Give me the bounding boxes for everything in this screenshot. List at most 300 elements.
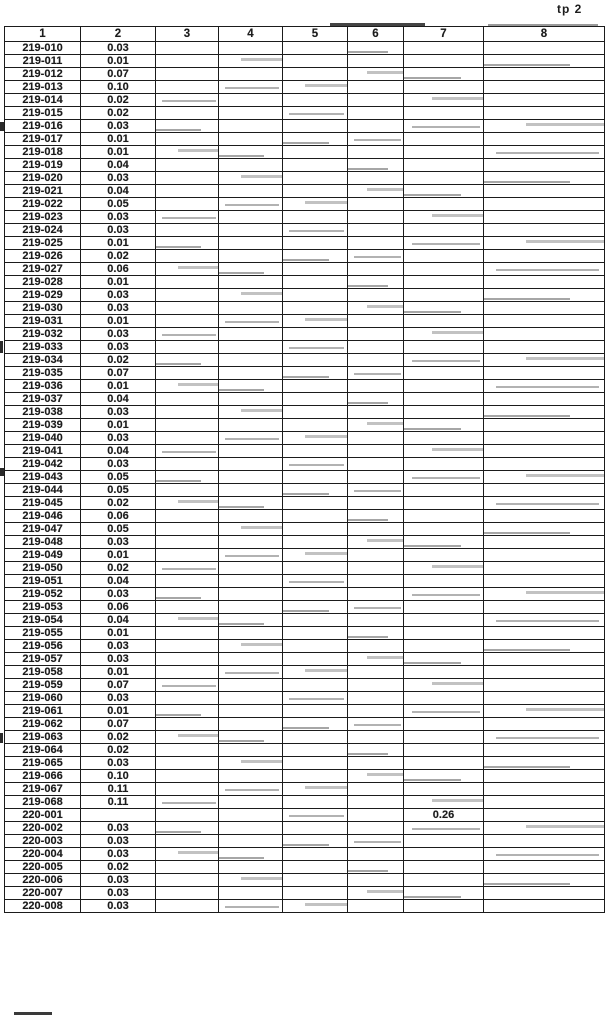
- value-cell: [283, 601, 348, 614]
- value-cell: [219, 328, 283, 341]
- value-cell: 0.11: [81, 783, 156, 796]
- value-cell: [404, 757, 484, 770]
- value-cell: [484, 224, 605, 237]
- value-cell: [283, 55, 348, 68]
- value-cell: [484, 679, 605, 692]
- value-cell: [484, 783, 605, 796]
- value-cell: [283, 666, 348, 679]
- value-cell: [219, 822, 283, 835]
- value-cell: 0.03: [81, 302, 156, 315]
- value-cell: [404, 432, 484, 445]
- table-row: [5, 341, 605, 354]
- sample-id-cell: 219-052: [5, 588, 81, 601]
- sample-id-cell: 219-036: [5, 380, 81, 393]
- value-cell: [404, 198, 484, 211]
- value-cell: [219, 393, 283, 406]
- value-cell: 0.11: [81, 796, 156, 809]
- value-cell: [404, 159, 484, 172]
- value-cell: [283, 107, 348, 120]
- value-cell: [156, 328, 219, 341]
- value-cell: [404, 302, 484, 315]
- value-cell: [348, 341, 404, 354]
- value-cell: [156, 562, 219, 575]
- value-cell: [219, 302, 283, 315]
- table-row: [5, 315, 605, 328]
- value-cell: [348, 549, 404, 562]
- value-cell: [219, 640, 283, 653]
- value-cell: [219, 757, 283, 770]
- value-cell: 0.04: [81, 159, 156, 172]
- sample-id-cell: 219-061: [5, 705, 81, 718]
- column-header: 8: [484, 27, 605, 42]
- value-cell: [156, 211, 219, 224]
- value-cell: [404, 380, 484, 393]
- value-cell: [348, 679, 404, 692]
- value-cell: [156, 315, 219, 328]
- value-cell: [404, 861, 484, 874]
- value-cell: [484, 614, 605, 627]
- sample-id-cell: 219-016: [5, 120, 81, 133]
- value-cell: [404, 770, 484, 783]
- table-row: [5, 250, 605, 263]
- value-cell: 0.03: [81, 224, 156, 237]
- value-cell: [348, 302, 404, 315]
- value-cell: [283, 861, 348, 874]
- value-cell: [484, 848, 605, 861]
- value-cell: [156, 406, 219, 419]
- value-cell: [404, 484, 484, 497]
- table-row: [5, 900, 605, 913]
- value-cell: 0.03: [81, 42, 156, 55]
- table-row: [5, 185, 605, 198]
- value-cell: [219, 627, 283, 640]
- value-cell: [156, 809, 219, 822]
- value-cell: [283, 874, 348, 887]
- value-cell: [484, 861, 605, 874]
- value-cell: [484, 627, 605, 640]
- value-cell: [156, 289, 219, 302]
- scan-artifact: [488, 24, 598, 26]
- value-cell: [348, 133, 404, 146]
- column-header: 2: [81, 27, 156, 42]
- value-cell: [156, 575, 219, 588]
- sample-id-cell: 219-057: [5, 653, 81, 666]
- value-cell: [283, 393, 348, 406]
- value-cell: [219, 497, 283, 510]
- value-cell: 0.03: [81, 211, 156, 224]
- value-cell: [219, 718, 283, 731]
- table-row: [5, 42, 605, 55]
- value-cell: [219, 276, 283, 289]
- sample-id-cell: 220-007: [5, 887, 81, 900]
- value-cell: [283, 887, 348, 900]
- value-cell: [348, 432, 404, 445]
- scan-artifact: [0, 122, 4, 131]
- value-cell: [348, 68, 404, 81]
- value-cell: [219, 536, 283, 549]
- value-cell: 0.01: [81, 133, 156, 146]
- value-cell: [156, 523, 219, 536]
- value-cell: [484, 315, 605, 328]
- sample-id-cell: 219-023: [5, 211, 81, 224]
- sample-id-cell: 219-013: [5, 81, 81, 94]
- value-cell: [219, 484, 283, 497]
- value-cell: [283, 497, 348, 510]
- scan-artifact: [330, 23, 425, 26]
- value-cell: [156, 471, 219, 484]
- value-cell: 0.03: [81, 341, 156, 354]
- sample-id-cell: 219-047: [5, 523, 81, 536]
- value-cell: [484, 887, 605, 900]
- sample-id-cell: 219-019: [5, 159, 81, 172]
- value-cell: [484, 497, 605, 510]
- value-cell: 0.10: [81, 81, 156, 94]
- value-cell: [484, 237, 605, 250]
- value-cell: [219, 575, 283, 588]
- value-cell: [283, 627, 348, 640]
- value-cell: [156, 484, 219, 497]
- value-cell: [348, 744, 404, 757]
- value-cell: 0.01: [81, 627, 156, 640]
- value-cell: [484, 380, 605, 393]
- value-cell: [404, 237, 484, 250]
- table-row: [5, 211, 605, 224]
- value-cell: [156, 55, 219, 68]
- value-cell: [156, 887, 219, 900]
- value-cell: [404, 211, 484, 224]
- sample-id-cell: 219-012: [5, 68, 81, 81]
- table-row: [5, 536, 605, 549]
- value-cell: [156, 549, 219, 562]
- table-row: [5, 627, 605, 640]
- table-row: [5, 497, 605, 510]
- value-cell: 0.02: [81, 107, 156, 120]
- value-cell: [219, 94, 283, 107]
- table-row: [5, 744, 605, 757]
- value-cell: [348, 471, 404, 484]
- value-cell: [348, 328, 404, 341]
- sample-id-cell: 219-055: [5, 627, 81, 640]
- value-cell: [484, 107, 605, 120]
- value-cell: [404, 718, 484, 731]
- value-cell: [484, 289, 605, 302]
- table-row: [5, 81, 605, 94]
- value-cell: [484, 536, 605, 549]
- value-cell: 0.06: [81, 263, 156, 276]
- value-cell: 0.03: [81, 536, 156, 549]
- value-cell: [348, 705, 404, 718]
- value-cell: [156, 757, 219, 770]
- value-cell: [219, 354, 283, 367]
- page-corner-label: tp 2: [557, 2, 583, 16]
- value-cell: [156, 627, 219, 640]
- value-cell: [219, 406, 283, 419]
- value-cell: [283, 588, 348, 601]
- sample-id-cell: 219-040: [5, 432, 81, 445]
- value-cell: [348, 770, 404, 783]
- value-cell: [348, 367, 404, 380]
- value-cell: [283, 484, 348, 497]
- table-row: [5, 68, 605, 81]
- value-cell: [348, 380, 404, 393]
- value-cell: [156, 614, 219, 627]
- value-cell: [348, 822, 404, 835]
- value-cell: 0.01: [81, 237, 156, 250]
- value-cell: [283, 172, 348, 185]
- value-cell: [404, 419, 484, 432]
- value-cell: [404, 393, 484, 406]
- value-cell: [219, 848, 283, 861]
- value-cell: [404, 367, 484, 380]
- value-cell: [484, 185, 605, 198]
- value-cell: 0.03: [81, 692, 156, 705]
- sample-id-cell: 219-018: [5, 146, 81, 159]
- value-cell: [219, 81, 283, 94]
- value-cell: [348, 575, 404, 588]
- table-row: [5, 848, 605, 861]
- table-row: [5, 302, 605, 315]
- value-cell: [156, 731, 219, 744]
- table-row: [5, 601, 605, 614]
- value-cell: [484, 809, 605, 822]
- value-cell: [219, 419, 283, 432]
- value-cell: 0.04: [81, 185, 156, 198]
- value-cell: [484, 55, 605, 68]
- value-cell: [219, 874, 283, 887]
- table-body: [5, 42, 605, 913]
- value-cell: [404, 783, 484, 796]
- value-cell: [156, 744, 219, 757]
- value-cell: [283, 42, 348, 55]
- value-cell: [348, 731, 404, 744]
- value-cell: [156, 42, 219, 55]
- value-cell: [283, 549, 348, 562]
- value-cell: [348, 250, 404, 263]
- value-cell: [156, 172, 219, 185]
- value-cell: 0.04: [81, 445, 156, 458]
- table-row: [5, 471, 605, 484]
- value-cell: [219, 146, 283, 159]
- value-cell: [219, 783, 283, 796]
- value-cell: [219, 549, 283, 562]
- table-row: [5, 523, 605, 536]
- value-cell: [156, 393, 219, 406]
- value-cell: [283, 770, 348, 783]
- sample-id-cell: 219-048: [5, 536, 81, 549]
- sample-id-cell: 219-024: [5, 224, 81, 237]
- value-cell: 0.01: [81, 705, 156, 718]
- value-cell: [484, 445, 605, 458]
- value-cell: [219, 250, 283, 263]
- value-cell: 0.02: [81, 744, 156, 757]
- value-cell: 0.07: [81, 718, 156, 731]
- sample-id-cell: 219-025: [5, 237, 81, 250]
- value-cell: [219, 107, 283, 120]
- value-cell: [156, 198, 219, 211]
- value-cell: [404, 822, 484, 835]
- sample-id-cell: 219-011: [5, 55, 81, 68]
- value-cell: [283, 250, 348, 263]
- value-cell: [404, 497, 484, 510]
- value-cell: [348, 666, 404, 679]
- value-cell: [283, 133, 348, 146]
- value-cell: [219, 198, 283, 211]
- value-cell: 0.02: [81, 497, 156, 510]
- value-cell: [484, 341, 605, 354]
- value-cell: [404, 354, 484, 367]
- value-cell: [156, 588, 219, 601]
- value-cell: [348, 640, 404, 653]
- value-cell: [156, 224, 219, 237]
- value-cell: [348, 94, 404, 107]
- value-cell: 0.01: [81, 146, 156, 159]
- sample-id-cell: 219-039: [5, 419, 81, 432]
- value-cell: [484, 874, 605, 887]
- sample-id-cell: 219-038: [5, 406, 81, 419]
- value-cell: [484, 640, 605, 653]
- table-row: [5, 588, 605, 601]
- value-cell: [283, 848, 348, 861]
- value-cell: [156, 770, 219, 783]
- value-cell: 0.03: [81, 588, 156, 601]
- value-cell: [219, 809, 283, 822]
- value-cell: [348, 900, 404, 913]
- sample-id-cell: 219-027: [5, 263, 81, 276]
- value-cell: [404, 328, 484, 341]
- value-cell: 0.03: [81, 640, 156, 653]
- sample-id-cell: 219-059: [5, 679, 81, 692]
- table-row: [5, 367, 605, 380]
- table-row: [5, 679, 605, 692]
- scan-artifact: [0, 341, 3, 353]
- value-cell: [283, 263, 348, 276]
- value-cell: [219, 861, 283, 874]
- value-cell: [156, 237, 219, 250]
- table-row: [5, 705, 605, 718]
- sample-id-cell: 220-004: [5, 848, 81, 861]
- value-cell: [484, 68, 605, 81]
- value-cell: [283, 432, 348, 445]
- value-cell: [404, 250, 484, 263]
- sample-id-cell: 220-002: [5, 822, 81, 835]
- value-cell: [156, 380, 219, 393]
- column-header: 4: [219, 27, 283, 42]
- value-cell: [348, 510, 404, 523]
- table-row: [5, 172, 605, 185]
- table-row: [5, 640, 605, 653]
- value-cell: [348, 718, 404, 731]
- value-cell: [348, 315, 404, 328]
- value-cell: 0.03: [81, 328, 156, 341]
- sample-id-cell: 219-064: [5, 744, 81, 757]
- value-cell: [283, 900, 348, 913]
- sample-id-cell: 220-003: [5, 835, 81, 848]
- scan-artifact: [14, 1012, 52, 1015]
- value-cell: [156, 666, 219, 679]
- value-cell: [348, 211, 404, 224]
- sample-id-cell: 219-029: [5, 289, 81, 302]
- value-cell: [219, 705, 283, 718]
- value-cell: [283, 562, 348, 575]
- column-header: 6: [348, 27, 404, 42]
- value-cell: 0.05: [81, 523, 156, 536]
- value-cell: [156, 354, 219, 367]
- sample-id-cell: 220-006: [5, 874, 81, 887]
- value-cell: [219, 68, 283, 81]
- value-cell: [484, 250, 605, 263]
- value-cell: 0.03: [81, 887, 156, 900]
- value-cell: [219, 263, 283, 276]
- value-cell: [484, 198, 605, 211]
- value-cell: [404, 562, 484, 575]
- value-cell: 0.04: [81, 575, 156, 588]
- value-cell: 0.03: [81, 172, 156, 185]
- value-cell: 0.07: [81, 68, 156, 81]
- table-row: [5, 666, 605, 679]
- value-cell: [283, 679, 348, 692]
- value-cell: [283, 185, 348, 198]
- value-cell: [404, 42, 484, 55]
- value-cell: [156, 536, 219, 549]
- table-row: [5, 133, 605, 146]
- value-cell: [283, 783, 348, 796]
- value-cell: [283, 809, 348, 822]
- value-cell: [404, 185, 484, 198]
- value-cell: [348, 445, 404, 458]
- sample-id-cell: 219-063: [5, 731, 81, 744]
- value-cell: [283, 367, 348, 380]
- value-cell: [283, 276, 348, 289]
- table-row: [5, 731, 605, 744]
- table-row: [5, 822, 605, 835]
- value-cell: [219, 42, 283, 55]
- value-cell: [156, 458, 219, 471]
- value-cell: 0.05: [81, 198, 156, 211]
- value-cell: [219, 614, 283, 627]
- table-row: [5, 289, 605, 302]
- value-cell: [219, 653, 283, 666]
- value-cell: [283, 289, 348, 302]
- value-cell: [404, 276, 484, 289]
- value-cell: 0.01: [81, 549, 156, 562]
- value-cell: 0.03: [81, 432, 156, 445]
- value-cell: [219, 367, 283, 380]
- value-cell: [348, 588, 404, 601]
- value-cell: [348, 458, 404, 471]
- table-row: [5, 809, 605, 822]
- value-cell: [484, 666, 605, 679]
- value-cell: [484, 510, 605, 523]
- value-cell: [219, 315, 283, 328]
- sample-id-cell: 219-010: [5, 42, 81, 55]
- value-cell: [156, 341, 219, 354]
- sample-id-cell: 219-037: [5, 393, 81, 406]
- value-cell: [484, 393, 605, 406]
- sample-id-cell: 219-049: [5, 549, 81, 562]
- value-cell: [156, 679, 219, 692]
- value-cell: [219, 237, 283, 250]
- value-cell: 0.02: [81, 562, 156, 575]
- value-cell: [283, 796, 348, 809]
- value-cell: [283, 575, 348, 588]
- value-cell: [404, 679, 484, 692]
- value-cell: [156, 133, 219, 146]
- value-cell: [484, 471, 605, 484]
- value-cell: [219, 588, 283, 601]
- value-cell: [283, 81, 348, 94]
- table-row: [5, 55, 605, 68]
- value-cell: 0.03: [81, 835, 156, 848]
